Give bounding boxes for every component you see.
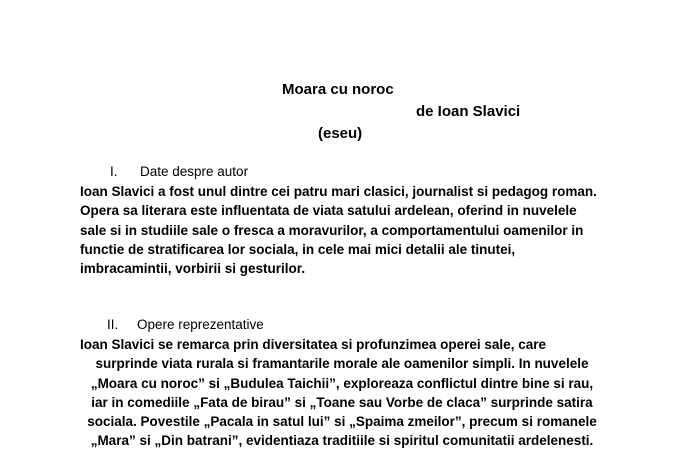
document-author: de Ioan Slavici xyxy=(416,103,521,120)
paragraph-line: surprinde viata rurala si framantarile morale ale oamenilor simpli. In nuvelele xyxy=(95,356,589,372)
paragraph-line: functie de stratificarea lor sociala, in cele mai mici detalii ale tinutei, xyxy=(80,241,516,257)
section-heading-label: Date despre autor xyxy=(140,164,249,179)
paragraph-line: Opera sa literara este influentata de viata satului ardelean, oferind in nuvelele xyxy=(80,203,577,219)
section-paragraph-2 xyxy=(80,335,604,451)
paragraph-line: sociala. Povestile „Pacala in satul lui” si „Spaima zmeilor”, precum si romanele xyxy=(87,414,597,430)
paragraph-line: Ioan Slavici a fost unul dintre cei patru mari clasici, journalist si pedagog roman. xyxy=(80,184,597,199)
section-number: I. xyxy=(110,164,118,179)
document-genre: (eseu) xyxy=(318,125,363,142)
paragraph-line: imbracamintii, vorbirii si gesturilor. xyxy=(80,261,306,277)
paragraph-line: Ioan Slavici se remarca prin diversitatea si profunzimea operei sale, care xyxy=(80,337,546,352)
paragraph-line: „Mara” si „Din batrani”, evidentiaza traditiile si spiritul comunitatii ardelenesti. xyxy=(90,433,594,449)
section-heading-label: Opere reprezentative xyxy=(137,317,264,332)
paragraph-line: „Moara cu noroc” si „Budulea Taichii”, exploreaza conflictul dintre bine si rau, xyxy=(90,375,594,391)
section-paragraph-1 xyxy=(80,182,597,278)
section-number: II. xyxy=(107,317,119,332)
paragraph-line: iar in comediile „Fata de birau” si „Toane sau Vorbe de claca” surprinde satira xyxy=(91,394,593,410)
paragraph-line: sale si in studiile sale o fresca a moravurilor, a comportamentului oamenilor in xyxy=(80,222,584,238)
document-title: Moara cu noroc xyxy=(282,81,394,98)
